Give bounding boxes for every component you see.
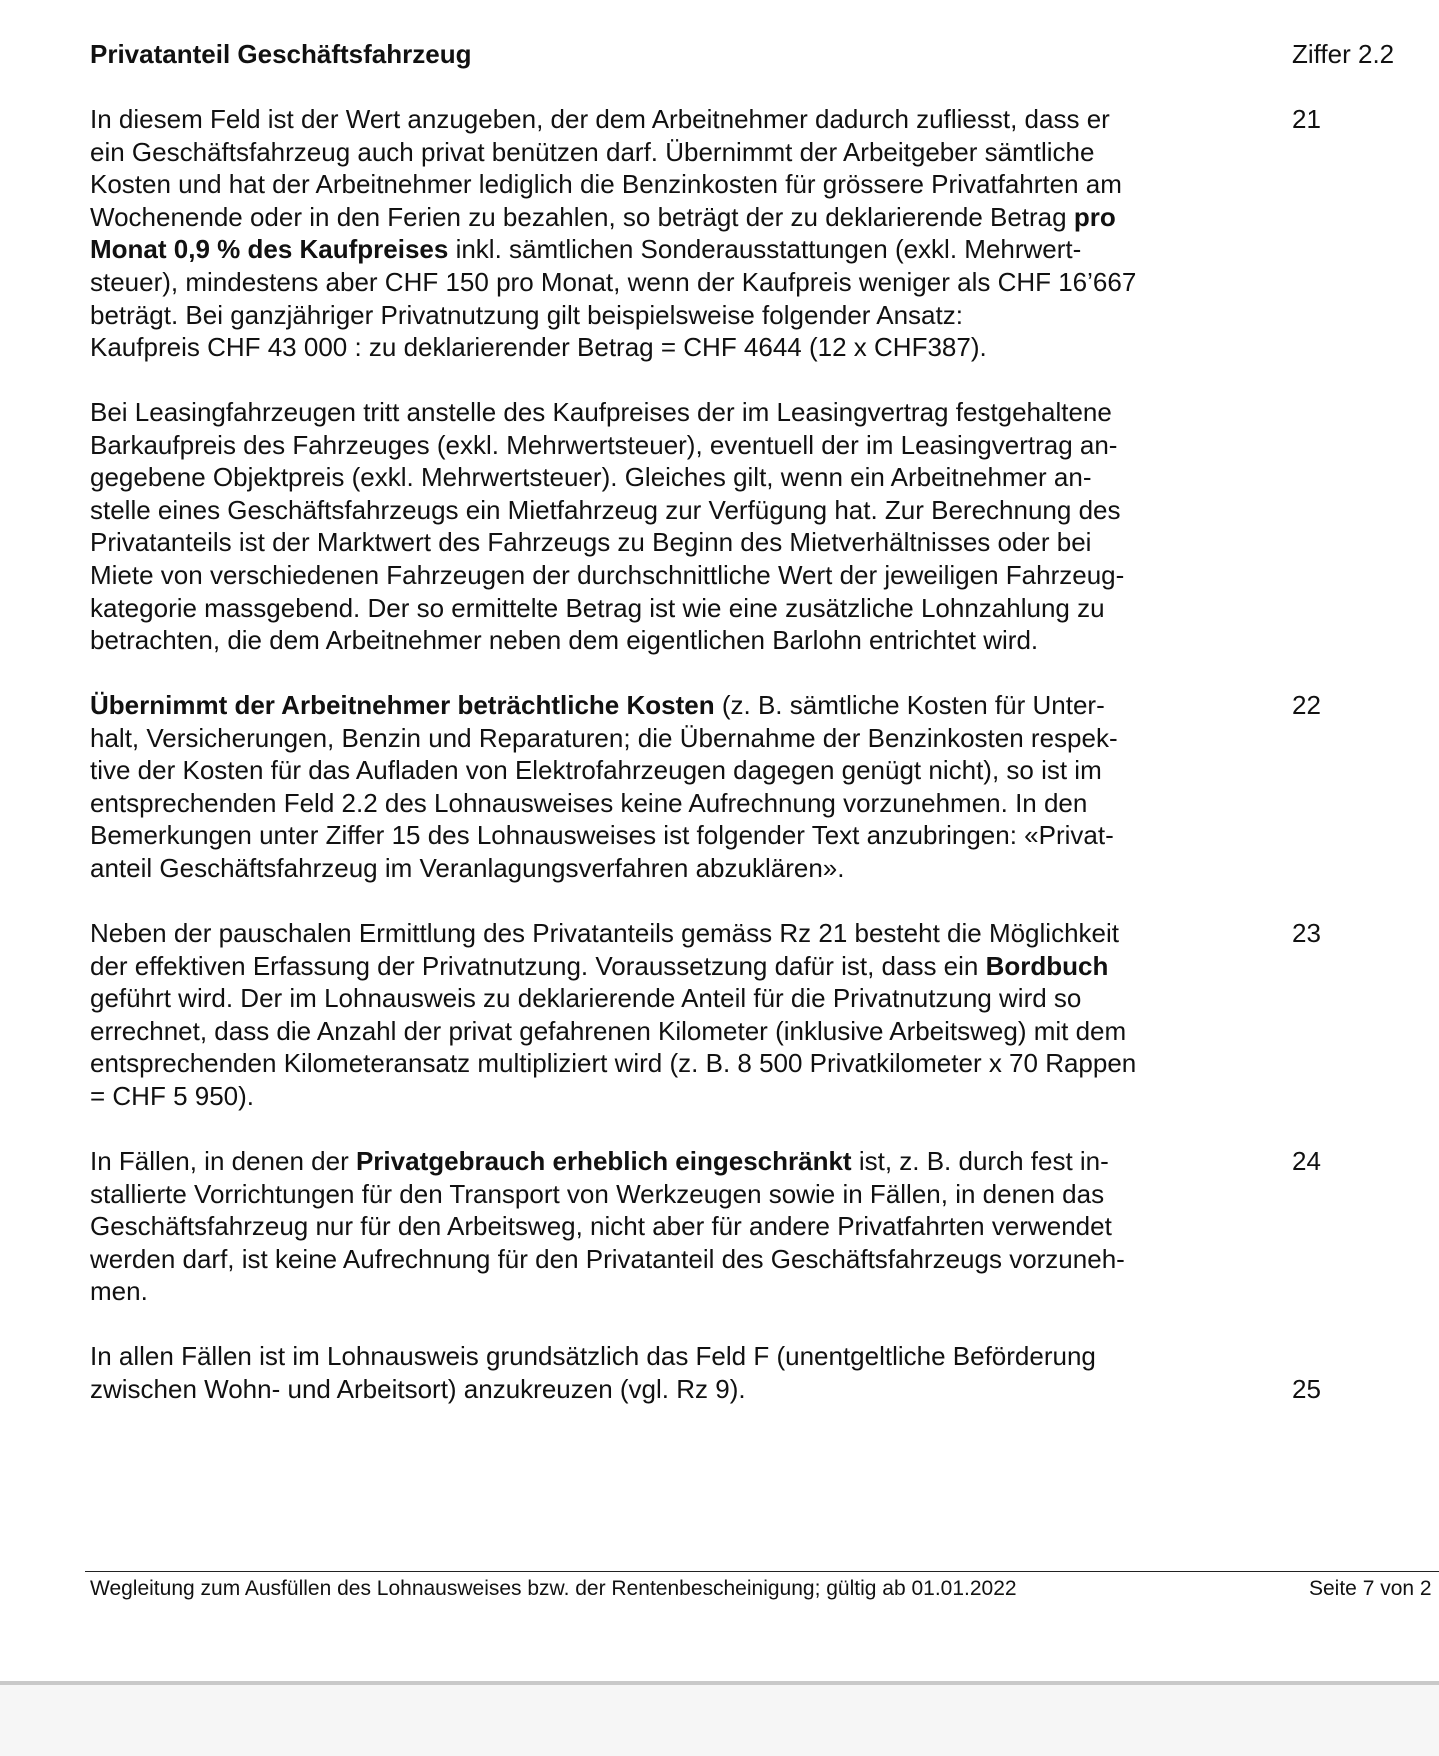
margin-number-25: 25 (1292, 1374, 1321, 1404)
text-span: der effektiven Erfassung der Privatnutzung. Voraussetzung dafür ist, dass ein (90, 950, 986, 981)
bold-text: Übernimmt der Arbeitnehmer beträchtliche Kosten (90, 690, 715, 720)
text-line: beträgt. Bei ganzjähriger Privatnutzung gilt beispielsweise folgender Ansatz: (90, 299, 963, 330)
text-line: kategorie massgebend. Der so ermittelte Betrag ist wie eine zusätzliche Lohnzahlung zu (90, 592, 1105, 623)
text-line: Barkaufpreis des Fahrzeuges (exkl. Mehrwertsteuer), eventuell der im Leasingvertrag an- (90, 429, 1118, 460)
text-line: betrachten, die dem Arbeitnehmer neben dem eigentlichen Barlohn entrichtet wird. (90, 625, 1039, 656)
margin-number-24: 24 (1292, 1146, 1321, 1176)
text-line: halt, Versicherungen, Benzin und Reparaturen; die Übernahme der Benzinkosten respek- (90, 722, 1118, 753)
text-line: werden darf, ist keine Aufrechnung für den Privatanteil des Geschäftsfahrzeugs vorzuneh- (90, 1243, 1125, 1274)
text-line: Bei Leasingfahrzeugen tritt anstelle des Kaufpreises der im Leasingvertrag festgehaltene (90, 397, 1112, 427)
text-line: Miete von verschiedenen Fahrzeugen der durchschnittliche Wert der jeweiligen Fahrzeug- (90, 559, 1125, 590)
footer-document-title: Wegleitung zum Ausfüllen des Lohnausweises bzw. der Rentenbescheinigung; gültig ab 01.01.2022 (90, 1577, 1017, 1600)
text-line: Bemerkungen unter Ziffer 15 des Lohnausweises ist folgender Text anzubringen: «Privat- (90, 820, 1114, 851)
bold-text: Monat 0,9 % des Kaufpreises (90, 234, 449, 265)
margin-number-22: 22 (1292, 690, 1321, 720)
text-line: In allen Fällen ist im Lohnausweis grundsätzlich das Feld F (unentgeltliche Beförderung (90, 1341, 1096, 1371)
text-span: inkl. sämtlichen Sonderausstattungen (exkl. Mehrwert- (448, 234, 1082, 265)
text-line (90, 689, 1212, 722)
text-line: Privatanteils ist der Marktwert des Fahrzeugs zu Beginn des Mietverhältnisses oder bei (90, 527, 1092, 558)
text-span: ist, z. B. durch fest in- (851, 1146, 1109, 1176)
text-span: (z. B. sämtliche Kosten für Unter- (714, 690, 1105, 720)
paragraph-25 (90, 1340, 1212, 1405)
bold-text: Bordbuch (985, 950, 1109, 981)
text-line: ein Geschäftsfahrzeug auch privat benützen darf. Übernimmt der Arbeitgeber sämtliche (90, 136, 1095, 167)
paragraph-21 (90, 103, 1212, 364)
footer-page-number: Seite 7 von 2 (1309, 1577, 1432, 1600)
text-line: gegebene Objektpreis (exkl. Mehrwertsteuer). Gleiches gilt, wenn ein Arbeitnehmer an- (90, 462, 1092, 493)
paragraph-23 (90, 917, 1212, 1113)
text-line: zwischen Wohn- und Arbeitsort) anzukreuzen (vgl. Rz 9). (90, 1373, 746, 1404)
paragraph-leasing (90, 396, 1212, 657)
text-line (90, 1145, 1212, 1178)
text-line: Kosten und hat der Arbeitnehmer lediglich die Benzinkosten für grössere Privatfahrten am (90, 169, 1122, 200)
text-line: entsprechenden Feld 2.2 des Lohnausweises keine Aufrechnung vorzunehmen. In den (90, 787, 1088, 818)
section-heading: Privatanteil Geschäftsfahrzeug (90, 39, 472, 69)
text-line: Kaufpreis CHF 43 000 : zu deklarierender Betrag = CHF 4644 (12 x CHF387). (90, 332, 987, 363)
footer-divider (85, 1571, 1439, 1572)
text-line: tive der Kosten für das Aufladen von Elektrofahrzeugen dagegen genügt nicht), so ist im (90, 755, 1102, 786)
section-reference: Ziffer 2.2 (1292, 39, 1395, 69)
text-line: stallierte Vorrichtungen für den Transport von Werkzeugen sowie in Fällen, in denen das (90, 1178, 1105, 1209)
paragraph-22 (90, 689, 1212, 885)
text-line: Neben der pauschalen Ermittlung des Privatanteils gemäss Rz 21 besteht die Möglichkeit (90, 918, 1119, 948)
text-line: stelle eines Geschäftsfahrzeugs ein Mietfahrzeug zur Verfügung hat. Zur Berechnung des (90, 494, 1121, 525)
bold-text: Privatgebrauch erheblich eingeschränkt (355, 1146, 852, 1176)
text-line: anteil Geschäftsfahrzeug im Veranlagungsverfahren abzuklären». (90, 852, 845, 883)
margin-number-23: 23 (1292, 918, 1321, 948)
text-line: geführt wird. Der im Lohnausweis zu deklarierende Anteil für die Privatnutzung wird so (90, 983, 1082, 1014)
text-line: = CHF 5 950). (90, 1080, 255, 1111)
bold-text: pro (1073, 201, 1116, 232)
text-span: Wochenende oder in den Ferien zu bezahlen, so beträgt der zu deklarierende Betrag (90, 201, 1074, 232)
margin-number-21: 21 (1292, 104, 1321, 134)
text-line: men. (90, 1276, 148, 1307)
text-line: Geschäftsfahrzeug nur für den Arbeitsweg, nicht aber für andere Privatfahrten verwendet (90, 1211, 1112, 1242)
paragraph-24 (90, 1145, 1212, 1308)
text-line: In diesem Feld ist der Wert anzugeben, der dem Arbeitnehmer dadurch zufliesst, dass er (90, 104, 1110, 134)
text-line (90, 201, 1212, 234)
viewer-background (0, 1685, 1439, 1756)
text-line (90, 950, 1212, 983)
text-line (90, 233, 1212, 266)
text-span: In Fällen, in denen der (90, 1146, 356, 1176)
text-line: errechnet, dass die Anzahl der privat gefahrenen Kilometer (inklusive Arbeitsweg) mit dem (90, 1015, 1127, 1046)
text-line: entsprechenden Kilometeransatz multipliziert wird (z. B. 8 500 Privatkilometer x 70 Rappen (90, 1048, 1137, 1079)
text-line: steuer), mindestens aber CHF 150 pro Monat, wenn der Kaufpreis weniger als CHF 16’667 (90, 266, 1137, 297)
